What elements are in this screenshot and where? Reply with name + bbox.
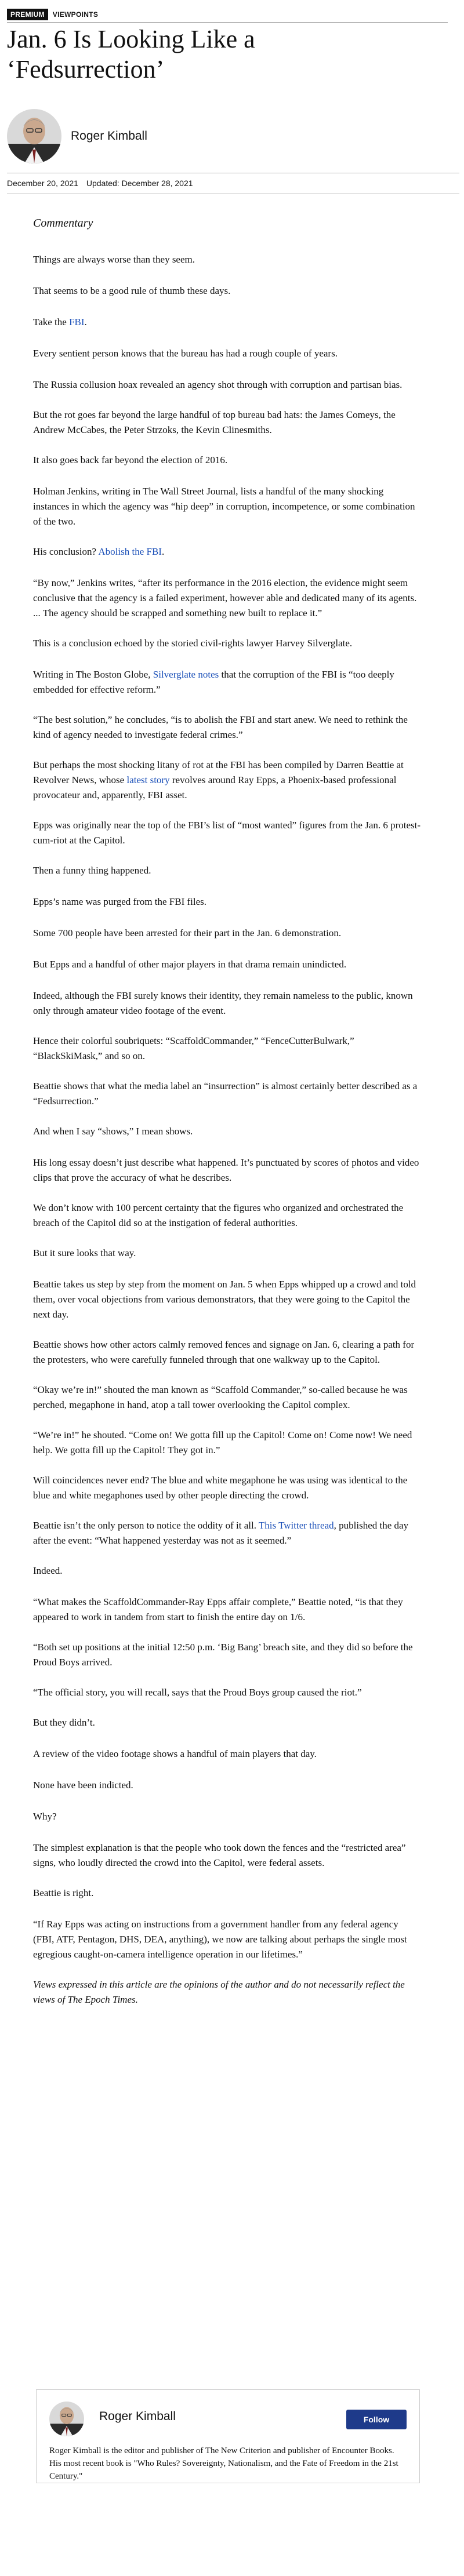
paragraph: Things are always worse than they seem. <box>33 254 195 265</box>
paragraph: “Okay we’re in!” shouted the man known as “Scaffold Commander,” so-called because he was perched, megaphone in hand, atop a tall tower overlooking the Capitol complex. <box>33 1384 408 1410</box>
paragraph: “The best solution,” he concludes, “is to abolish the FBI and start anew. We need to rethink the kind of agency needed to investigate federal crimes.” <box>33 714 408 740</box>
link-twitter-thread[interactable]: This Twitter thread <box>258 1520 334 1531</box>
paragraph: Take the FBI. <box>33 316 87 328</box>
premium-badge: PREMIUM <box>7 9 48 20</box>
paragraph: “If Ray Epps was acting on instructions from a government handler from any federal agency (FBI, ATF, Pentagon, DHS, DEA, anything), we now are talking about perhaps the single most egregious caught-on-camera intelligence operation in our lifetimes.” <box>33 1919 407 1960</box>
paragraph: But it sure looks that way. <box>33 1247 136 1258</box>
author-bio: Roger Kimball is the editor and publisher of The New Criterion and publisher of Encounter Books. His most recent book is "Who Rules? Sovereignty, Nationalism, and the Fate of Freedom in the 21st Century." <box>49 2446 398 2481</box>
author-card <box>36 2389 420 2483</box>
paragraph: But they didn’t. <box>33 1717 95 1728</box>
link-fbi[interactable]: FBI <box>69 316 85 328</box>
paragraph: None have been indicted. <box>33 1780 133 1791</box>
paragraph: “The official story, you will recall, says that the Proud Boys group caused the riot.” <box>33 1687 362 1698</box>
paragraph: Every sentient person knows that the bureau has had a rough couple of years. <box>33 348 338 359</box>
paragraph: Will coincidences never end? The blue and white megaphone he was using was identical to the blue and white megaphones used by other people directing the crowd. <box>33 1475 408 1501</box>
paragraph: Beattie shows that what the media label an “insurrection” is almost certainly better described as a “Fedsurrection.” <box>33 1080 418 1107</box>
published-date: December 20, 2021 <box>7 179 78 188</box>
paragraph: It also goes back far beyond the election of 2016. <box>33 454 228 465</box>
paragraph: Beattie takes us step by step from the moment on Jan. 5 when Epps whipped up a crowd and told them, over vocal objections from various demonstrators, that they were going to the Capitol the next day. <box>33 1279 416 1320</box>
paragraph: We don’t know with 100 percent certainty that the figures who organized and orchestrated the breach of the Capitol did so at the instigation of federal authorities. <box>33 1202 404 1228</box>
paragraph: But perhaps the most shocking litany of rot at the FBI has been compiled by Darren Beattie at Revolver News, whose latest story revolves around Ray Epps, a Phoenix-based professional provocateur and, apparently, FBI asset. <box>33 759 404 801</box>
paragraph: Writing in The Boston Globe, Silverglate notes that the corruption of the FBI is “too deeply embedded for effective reform.” <box>33 669 394 695</box>
paragraph: Indeed, although the FBI surely knows their identity, they remain nameless to the public, known only through amateur video footage of the event. <box>33 990 413 1016</box>
paragraph: Holman Jenkins, writing in The Wall Street Journal, lists a handful of the many shocking instances in which the agency was “hip deep” in corruption, incompetence, or some combination of the two. <box>33 486 415 527</box>
paragraph: And when I say “shows,” I mean shows. <box>33 1126 193 1137</box>
paragraph: Beattie shows how other actors calmly removed fences and signage on Jan. 6, clearing a path for the protesters, who were carefully funneled through that one walkway up to the Capitol. <box>33 1339 415 1365</box>
paragraph: Then a funny thing happened. <box>33 865 151 876</box>
link-abolish-the-fbi[interactable]: Abolish the FBI <box>98 546 162 557</box>
header-divider <box>7 22 448 23</box>
author-avatar[interactable] <box>7 109 61 163</box>
section-link-viewpoints[interactable]: VIEWPOINTS <box>52 10 99 19</box>
author-card-name[interactable]: Roger Kimball <box>99 2410 176 2423</box>
paragraph: But the rot goes far beyond the large handful of top bureau bad hats: the James Comeys, the Andrew McCabes, the Peter Strzoks, the Kevin Clinesmiths. <box>33 409 396 435</box>
article-dates <box>7 179 199 188</box>
paragraph: “Both set up positions at the initial 12:50 p.m. ‘Big Bang’ breach site, and they did so before the Proud Boys arrived. <box>33 1642 413 1668</box>
paragraph: The simplest explanation is that the people who took down the fences and the “restricted area” signs, who loudly directed the crowd into the Capitol, were federal assets. <box>33 1842 406 1868</box>
paragraph: “We’re in!” he shouted. “Come on! We gotta fill up the Capitol! Come on! Come now! We need help. We gotta fill up the Capitol! They got in.” <box>33 1429 412 1456</box>
paragraph: That seems to be a good rule of thumb these days. <box>33 285 231 296</box>
author-name[interactable]: Roger Kimball <box>71 129 147 143</box>
paragraph: Epps was originally near the top of the FBI’s list of “most wanted” figures from the Jan. 6 protest-cum-riot at the Capitol. <box>33 820 421 846</box>
author-byline <box>7 109 147 163</box>
paragraph: Hence their colorful soubriquets: “ScaffoldCommander,” “FenceCutterBulwark,” “BlackSkiMask,” and so on. <box>33 1035 354 1061</box>
paragraph: Some 700 people have been arrested for their part in the Jan. 6 demonstration. <box>33 927 342 938</box>
link-silverglate-notes[interactable]: Silverglate notes <box>153 669 219 680</box>
link-latest-story[interactable]: latest story <box>126 774 170 785</box>
paragraph: A review of the video footage shows a handful of main players that day. <box>33 1748 317 1759</box>
updated-date: Updated: December 28, 2021 <box>86 179 193 188</box>
follow-button[interactable]: Follow <box>346 2410 407 2429</box>
opinion-disclaimer: Views expressed in this article are the opinions of the author and do not necessarily reflect the views of The Epoch Times. <box>33 1979 405 2005</box>
paragraph: His conclusion? Abolish the FBI. <box>33 546 165 557</box>
article-kicker: Commentary <box>33 217 93 230</box>
paragraph: This is a conclusion echoed by the storied civil-rights lawyer Harvey Silverglate. <box>33 638 353 649</box>
author-card-avatar[interactable] <box>49 2402 84 2436</box>
paragraph: Why? <box>33 1811 57 1822</box>
paragraph: Epps’s name was purged from the FBI files. <box>33 896 207 907</box>
paragraph: His long essay doesn’t just describe what happened. It’s punctuated by scores of photos and video clips that prove the accuracy of what he describes. <box>33 1157 419 1183</box>
article-body <box>33 209 422 2022</box>
paragraph: “What makes the ScaffoldCommander-Ray Epps affair complete,” Beattie noted, “is that they appeared to work in tandem from start to finish the entire day on 1/6. <box>33 1596 403 1622</box>
paragraph: But Epps and a handful of other major players in that drama remain unindicted. <box>33 959 347 970</box>
paragraph: Indeed. <box>33 1565 63 1576</box>
paragraph: Beattie isn’t the only person to notice the oddity of it all. This Twitter thread, published the day after the event: “What happened yesterday was not as it seemed.” <box>33 1520 409 1546</box>
section-tags <box>7 8 98 21</box>
article-title: Jan. 6 Is Looking Like a ‘Fedsurrection’ <box>7 25 255 83</box>
paragraph: The Russia collusion hoax revealed an agency shot through with corruption and partisan bias. <box>33 379 403 390</box>
paragraph: Beattie is right. <box>33 1887 94 1898</box>
paragraph: “By now,” Jenkins writes, “after its performance in the 2016 election, the evidence might seem conclusive that the agency is a failed experiment, however able and dedicated many of its agents. ... The agency should be scrapped and something new built to replace it.” <box>33 577 417 618</box>
